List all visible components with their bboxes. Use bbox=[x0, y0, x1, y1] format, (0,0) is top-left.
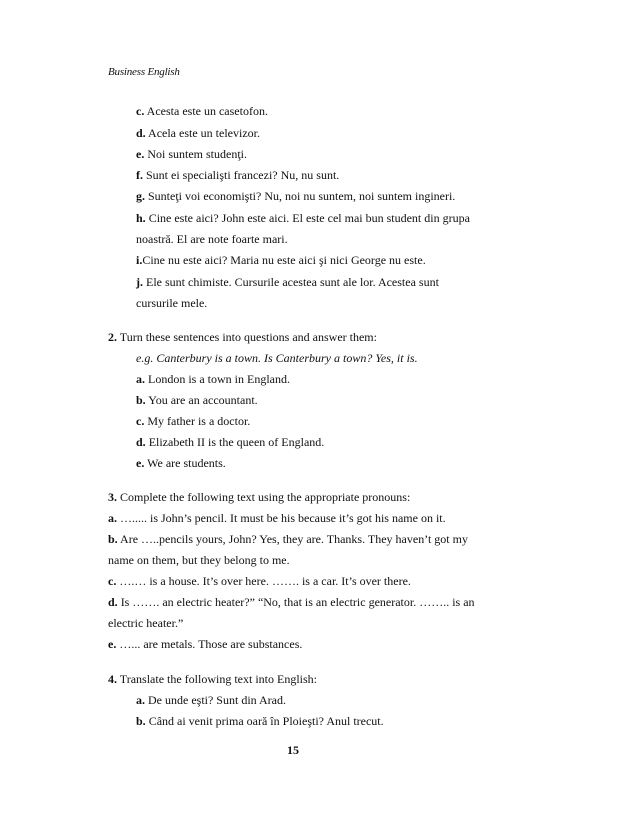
ex1-item-j-cont: cursurile mele. bbox=[136, 296, 208, 310]
ex2-example: e.g. Canterbury is a town. Is Canterbury a town? Yes, it is. bbox=[136, 351, 418, 365]
ex2-item-d: d. Elizabeth II is the queen of England. bbox=[136, 435, 325, 449]
ex1-item-h: h. Cine este aici? John este aici. El este cel mai bun student din grupa bbox=[136, 211, 470, 225]
ex4-item-a: a. De unde eşti? Sunt din Arad. bbox=[136, 693, 286, 707]
ex3-instruction: 3. Complete the following text using the appropriate pronouns: bbox=[108, 490, 411, 504]
ex2-item-e: e. We are students. bbox=[136, 456, 226, 470]
ex3-line-b-cont: name on them, but they belong to me. bbox=[108, 553, 290, 567]
ex2-item-a: a. London is a town in England. bbox=[136, 372, 290, 386]
ex1-item-g: g. Sunteţi voi economişti? Nu, noi nu suntem, noi suntem ingineri. bbox=[136, 189, 456, 203]
ex1-item-f: f. Sunt ei specialişti francezi? Nu, nu sunt. bbox=[136, 168, 340, 182]
ex3-line-b: b. Are …..pencils yours, John? Yes, they are. Thanks. They haven’t got my bbox=[108, 532, 468, 546]
ex3-line-a: a. …..... is John’s pencil. It must be his because it’s got his name on it. bbox=[108, 511, 446, 525]
ex1-item-j: j. Ele sunt chimiste. Cursurile acestea sunt ale lor. Acestea sunt bbox=[136, 275, 439, 289]
ex3-line-e: e. …... are metals. Those are substances. bbox=[108, 637, 303, 651]
ex2-item-c: c. My father is a doctor. bbox=[136, 414, 251, 428]
ex3-line-d-cont: electric heater.” bbox=[108, 616, 184, 630]
running-header: Business English bbox=[108, 66, 180, 78]
ex3-line-c: c. ….… is a house. It’s over here. ……. is a car. It’s over there. bbox=[108, 574, 411, 588]
ex1-item-i: i.Cine nu este aici? Maria nu este aici şi nici George nu este. bbox=[136, 253, 426, 267]
page-number: 15 bbox=[287, 743, 299, 757]
ex1-item-d: d. Acela este un televizor. bbox=[136, 126, 260, 140]
ex4-item-b: b. Când ai venit prima oară în Ploieşti? Anul trecut. bbox=[136, 714, 384, 728]
ex2-instruction: 2. Turn these sentences into questions and answer them: bbox=[108, 330, 377, 344]
ex2-item-b: b. You are an accountant. bbox=[136, 393, 258, 407]
ex4-instruction: 4. Translate the following text into English: bbox=[108, 672, 318, 686]
ex3-line-d: d. Is ……. an electric heater?” “No, that is an electric generator. …….. is an bbox=[108, 595, 475, 609]
ex1-item-e: e. Noi suntem studenţi. bbox=[136, 147, 247, 161]
ex1-item-h-cont: noastră. El are note foarte mari. bbox=[136, 232, 288, 246]
ex1-item-c: c. Acesta este un casetofon. bbox=[136, 104, 268, 118]
